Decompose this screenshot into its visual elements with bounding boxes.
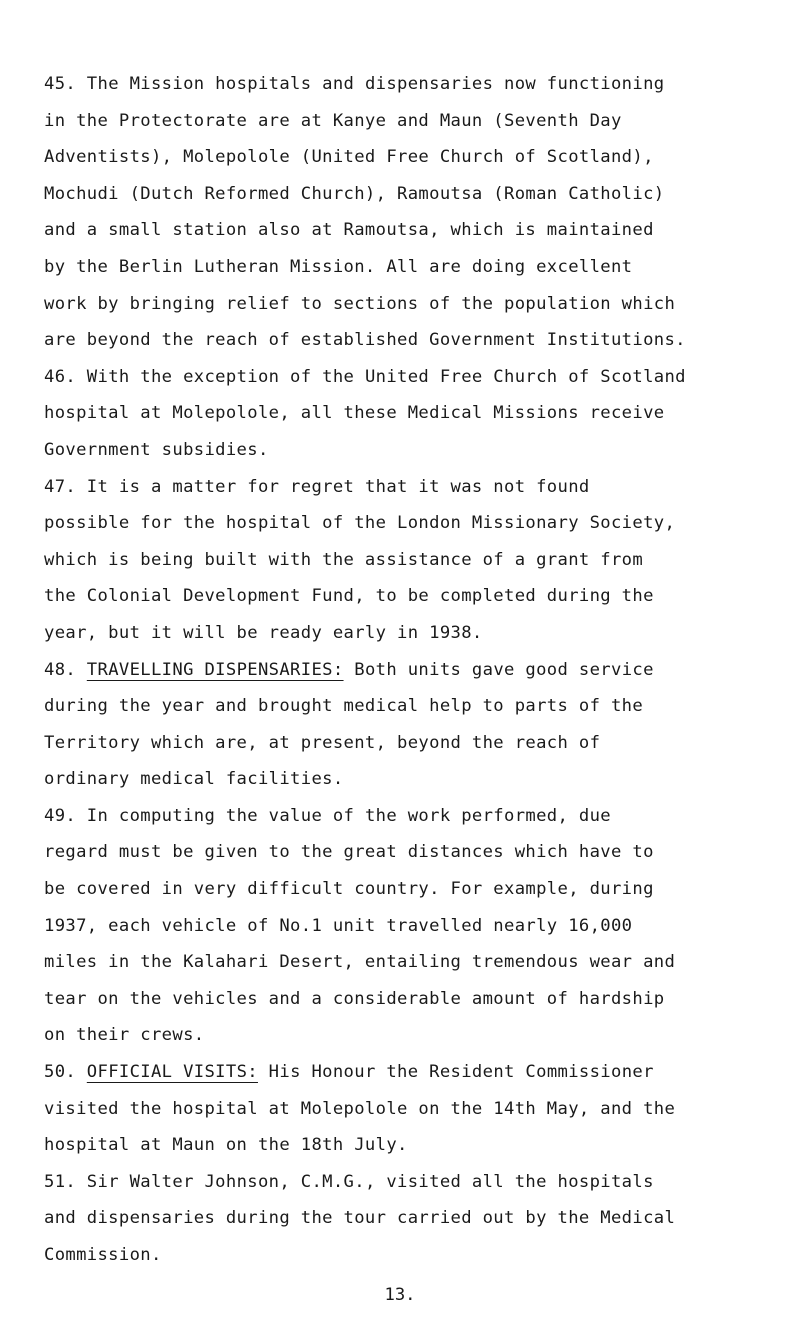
- paragraph-line: In computing the value of the work performed, due: [86, 805, 611, 826]
- paragraph-line: Adventists), Molepolole (United Free Church of Scotland),: [44, 147, 654, 168]
- paragraph-49: [44, 798, 784, 1054]
- paragraph-line: hospital at Molepolole, all these Medical Missions receive: [44, 403, 665, 424]
- paragraph-line: Government subsidies.: [44, 439, 269, 460]
- paragraph-line: possible for the hospital of the London Missionary Society,: [44, 513, 676, 534]
- paragraph-line: which is being built with the assistance of a grant from: [44, 549, 644, 570]
- paragraph-number: 45.: [44, 74, 77, 94]
- paragraph-line: The Mission hospitals and dispensaries now functioning: [86, 74, 665, 94]
- paragraph-number: 50.: [44, 1062, 77, 1083]
- paragraph-number: 48.: [44, 659, 77, 680]
- paragraph-line: work by bringing relief to sections of the population which: [44, 293, 676, 314]
- paragraph-line: 1937, each vehicle of No.1 unit travelled nearly 16,000: [44, 915, 633, 936]
- paragraph-line: Both units gave good service: [354, 659, 654, 680]
- paragraph-line: in the Protectorate are at Kanye and Maun (Seventh Day: [44, 110, 622, 131]
- paragraph-line: regard must be given to the great distances which have to: [44, 842, 654, 863]
- paragraph-46: [44, 359, 784, 469]
- paragraph-line: on their crews.: [44, 1025, 205, 1046]
- paragraph-45: [44, 66, 784, 359]
- paragraph-number: 49.: [44, 805, 77, 826]
- paragraph-line: Commission.: [44, 1245, 162, 1265]
- section-heading: TRAVELLING DISPENSARIES:: [86, 659, 344, 680]
- paragraph-line: It is a matter for regret that it was not found: [86, 476, 590, 497]
- paragraph-line: and dispensaries during the tour carried out by the Medical: [44, 1208, 676, 1229]
- paragraph-51: [44, 1164, 784, 1274]
- paragraph-line: tear on the vehicles and a considerable amount of hardship: [44, 988, 665, 1009]
- paragraph-47: [44, 469, 784, 652]
- page-number: 13.: [384, 1285, 416, 1305]
- paragraph-48: [44, 652, 784, 798]
- paragraph-line: be covered in very difficult country. For example, during: [44, 879, 654, 900]
- paragraph-line: Territory which are, at present, beyond the reach of: [44, 732, 601, 753]
- paragraph-number: 46.: [44, 366, 77, 387]
- paragraph-line: year, but it will be ready early in 1938.: [44, 622, 483, 643]
- paragraph-line: the Colonial Development Fund, to be completed during the: [44, 586, 654, 607]
- paragraph-line: visited the hospital at Molepolole on the 14th May, and the: [44, 1098, 676, 1119]
- paragraph-line: Mochudi (Dutch Reformed Church), Ramoutsa (Roman Catholic): [44, 183, 665, 204]
- paragraph-line: His Honour the Resident Commissioner: [268, 1062, 654, 1083]
- paragraph-line: are beyond the reach of established Government Institutions.: [44, 330, 686, 351]
- paragraph-line: hospital at Maun on the 18th July.: [44, 1135, 408, 1156]
- paragraph-line: ordinary medical facilities.: [44, 769, 344, 790]
- paragraph-number: 47.: [44, 476, 77, 497]
- paragraph-line: during the year and brought medical help to parts of the: [44, 696, 644, 717]
- paragraph-line: miles in the Kalahari Desert, entailing tremendous wear and: [44, 952, 676, 973]
- paragraph-50: [44, 1054, 784, 1164]
- paragraph-line: With the exception of the United Free Church of Scotland: [86, 366, 686, 387]
- paragraph-line: Sir Walter Johnson, C.M.G., visited all the hospitals: [86, 1171, 654, 1192]
- document-body: [44, 66, 784, 1274]
- paragraph-line: and a small station also at Ramoutsa, which is maintained: [44, 220, 654, 241]
- paragraph-number: 51.: [44, 1171, 77, 1192]
- paragraph-line: by the Berlin Lutheran Mission. All are doing excellent: [44, 256, 633, 277]
- section-heading: OFFICIAL VISITS:: [86, 1062, 258, 1083]
